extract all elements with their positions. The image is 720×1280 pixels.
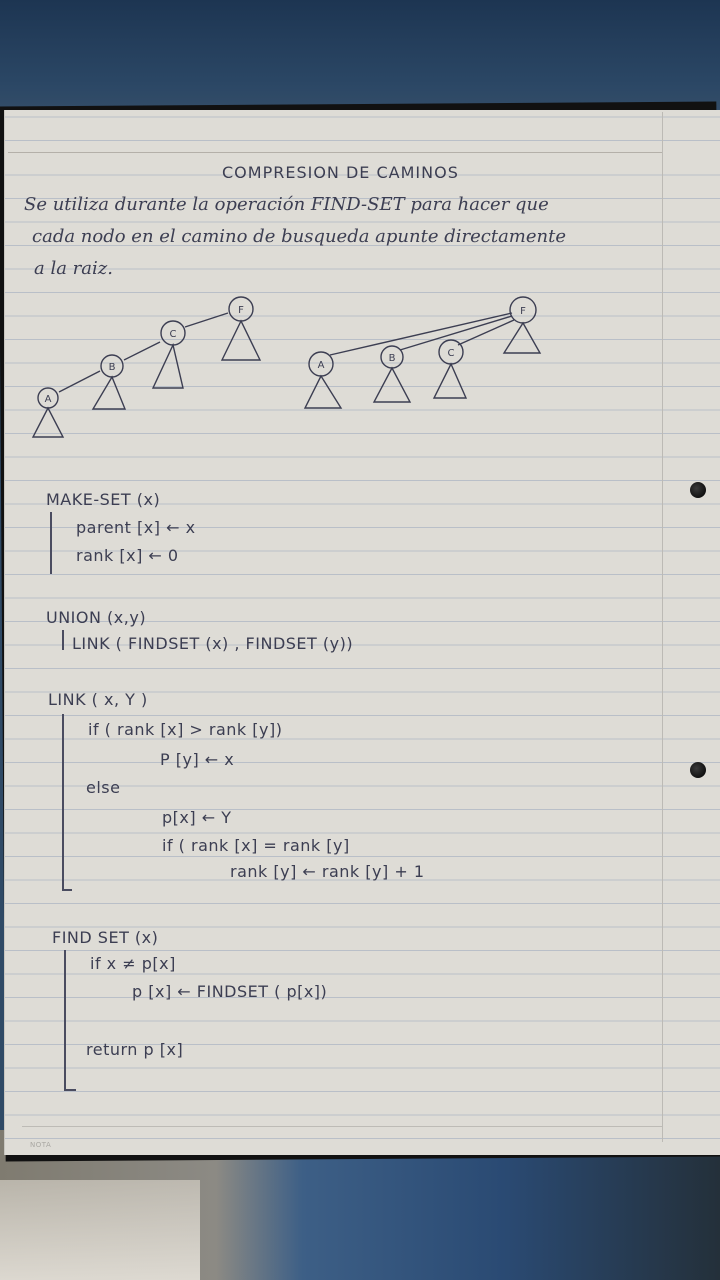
intro-line-1: Se utiliza durante la operación FIND-SET para hacer que (24, 194, 549, 215)
node-label-after-a: A (317, 360, 325, 371)
make-set-line-2: rank [x] ← 0 (76, 546, 179, 565)
find-set-bracket (64, 950, 66, 1090)
make-set-bracket (50, 512, 52, 574)
node-label-after-c: C (447, 348, 455, 359)
node-label-before-b: B (108, 362, 116, 373)
link-line-2: P [y] ← x (160, 750, 235, 769)
node-label-before-a: A (44, 394, 52, 405)
link-line-1: if ( rank [x] > rank [y]) (88, 720, 283, 739)
link-bracket (62, 714, 64, 890)
link-line-4: p[x] ← Y (162, 808, 232, 827)
find-set-header: FIND SET (x) (52, 928, 159, 947)
node-label-before-c: C (169, 329, 177, 340)
make-set-line-1: parent [x] ← x (76, 518, 196, 537)
intro-line-3: a la raiz. (34, 258, 113, 279)
link-line-5: if ( rank [x] = rank [y] (162, 836, 350, 855)
link-line-3: else (86, 778, 121, 797)
find-set-line-1: if x ≠ p[x] (90, 954, 176, 973)
union-line-1: LINK ( FINDSET (x) , FINDSET (y)) (72, 634, 354, 653)
find-set-line-3: return p [x] (86, 1040, 184, 1059)
make-set-header: MAKE-SET (x) (46, 490, 161, 509)
find-set-bracket-foot (64, 1089, 76, 1091)
footer-label: NOTA (30, 1141, 52, 1149)
link-bracket-foot (62, 889, 72, 891)
link-line-6: rank [y] ← rank [y] + 1 (230, 862, 425, 881)
union-bracket (62, 630, 64, 650)
node-label-after-f: F (520, 306, 526, 317)
node-label-after-b: B (388, 353, 396, 364)
intro-line-2: cada nodo en el camino de busqueda apunte directamente (32, 226, 567, 247)
link-header: LINK ( x, Y ) (48, 690, 148, 709)
page-title: COMPRESION DE CAMINOS (222, 163, 459, 182)
node-label-before-f: F (238, 305, 244, 316)
union-header: UNION (x,y) (46, 608, 147, 627)
find-set-line-2: p [x] ← FINDSET ( p[x]) (132, 982, 328, 1001)
